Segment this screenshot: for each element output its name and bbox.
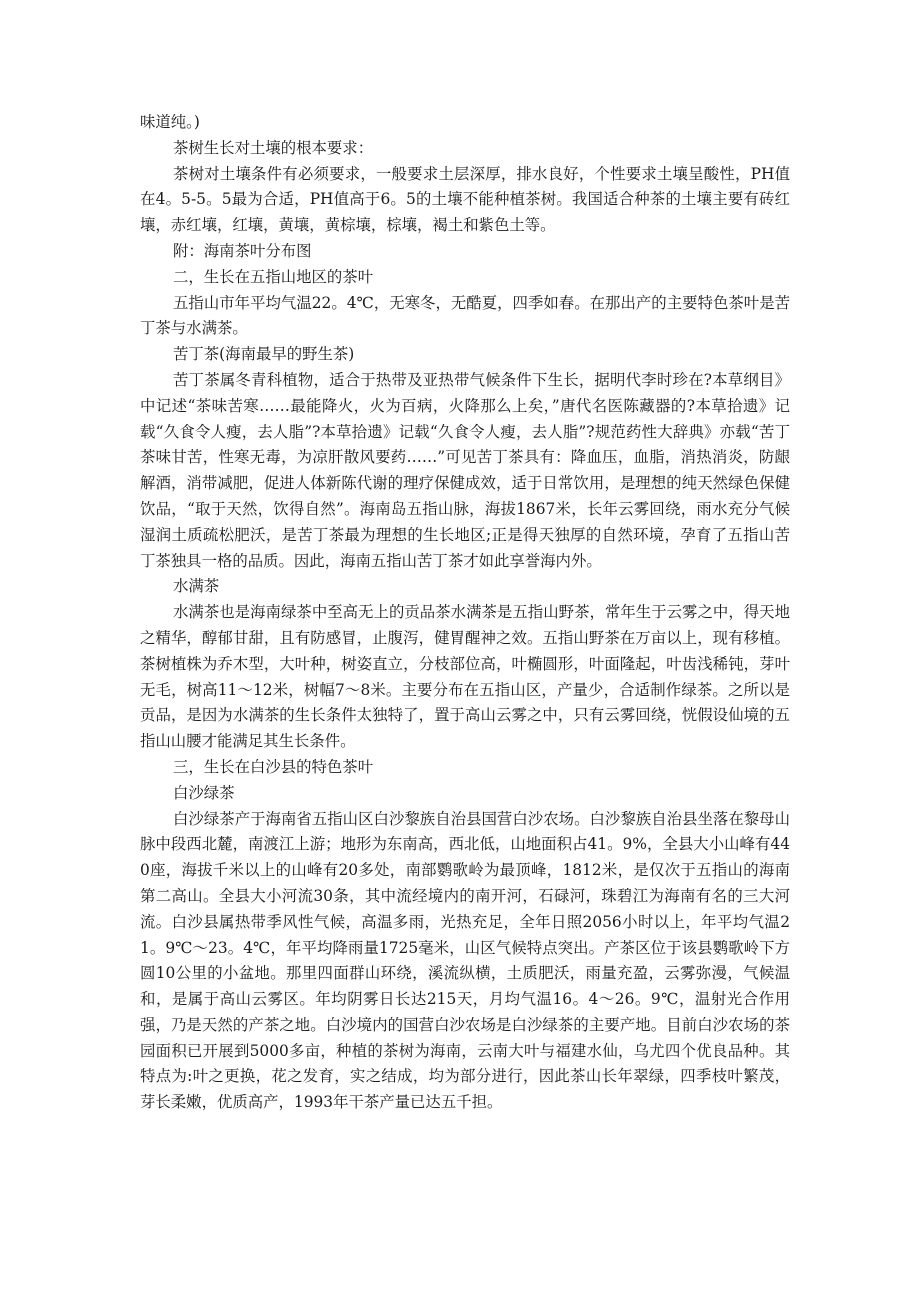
subheading-shuiman-tea: 水满茶 bbox=[173, 577, 220, 596]
subheading-baisha-green-tea: 白沙绿茶 bbox=[173, 783, 235, 802]
paragraph-baisha-green-tea: 白沙绿茶产于海南省五指山区白沙黎族自治县国营白沙农场。白沙黎族自治县坐落在黎母山脉中段西北麓，南渡江上游；地形为东南高，西北低，山地面积占41。9%，全县大小山峰有440座，海拔千米以上的山峰有20多处，南部鹦歌岭为最顶峰，1812米，是仅次于五指山的海南第二高山。全县大小河流30条，其中流经境内的南开河，石碌河，珠碧江为海南有名的三大河流。白沙县属热带季风性气候，高温多雨，光热充足，全年日照2056小时以上，年平均气温21。9℃～23。4℃，年平均降雨量1725毫米，山区气候特点突出。产茶区位于该县鹦歌岭下方圆10公里的小盆地。那里四面群山环绕，溪流纵横，土质肥沃，雨量充盈，云雾弥漫，气候温和，是属于高山云雾区。年均阴雾日长达215天，月均气温16。4～26。9℃，温射光合作用强，乃是天然的产茶之地。白沙境内的国营白沙农场是白沙绿茶的主要产地。目前白沙农场的茶园面积已开展到5000多亩，种植的茶树为海南，云南大叶与福建水仙，乌尤四个优良品种。其特点为:叶之更换，花之发育，实之结成，均为部分进行，因此茶山长年翠绿，四季枝叶繁茂，芽长柔嫩，优质高产，1993年干茶产量已达五千担。 bbox=[140, 809, 790, 1112]
paragraph-kuding-tea: 苦丁茶属冬青科植物，适合于热带及亚热带气候条件下生长，据明代李时珍在?本草纲目》中记述“茶味苦寒……最能降火，火为百病，火降那么上矣，”唐代名医陈藏器的?本草拾遗》记载“久食令人瘦，去人脂”?本草拾遗》记载“久食令人瘦，去人脂”?规范药性大辞典》亦载“苦丁茶味甘苦，性寒无毒，为凉肝散风要药……”可见苦丁茶具有：降血压，血脂，消热消炎，防龈解酒，消带减肥，促进人体新陈代谢的理疗保健成效，适于日常饮用，是理想的纯天然绿色保健饮品，“取于天然，饮得自然”。海南岛五指山脉，海拔1867米，长年云雾回绕，雨水充分气候湿润土质疏松肥沃，是苦丁茶最为理想的生长地区;正是得天独厚的自然环境，孕育了五指山苦丁茶独具一格的品质。因此，海南五指山苦丁茶才如此享誉海内外。 bbox=[140, 370, 790, 570]
paragraph-soil-heading: 茶树生长对土壤的根本要求： bbox=[173, 138, 374, 157]
section-heading-baisha: 三，生长在白沙县的特色茶叶 bbox=[173, 757, 374, 776]
paragraph-soil-requirements: 茶树对土壤条件有必须要求，一般要求土层深厚，排水良好，个性要求土壤呈酸性，PH值在4。5-5。5最为合适，PH值高于6。5的土壤不能种植茶树。我国适合种茶的土壤主要有砖红壤，赤红壤，红壤，黄壤，黄棕壤，棕壤，褐土和紫色土等。 bbox=[140, 164, 790, 235]
paragraph-fragment: 味道纯。) bbox=[140, 113, 200, 131]
paragraph-map-note: 附：海南茶叶分布图 bbox=[173, 241, 312, 260]
subheading-kuding-tea: 苦丁茶(海南最早的野生茶) bbox=[173, 345, 355, 364]
paragraph-shuiman-tea: 水满茶也是海南绿茶中至高无上的贡品茶水满茶是五指山野茶，常年生于云雾之中，得天地之精华，醇郁甘甜，且有防感冒，止腹泻，健胃醒神之效。五指山野茶在万亩以上，现有移植。茶树植株为乔木型，大叶种，树姿直立，分枝部位高，叶椭圆形，叶面隆起，叶齿浅稀钝，芽叶无毛，树高11～12米，树幅7～8米。主要分布在五指山区，产量少，合适制作绿茶。之所以是贡品，是因为水满茶的生长条件太独特了，置于高山云雾之中，只有云雾回绕，恍假设仙境的五指山山腰才能满足其生长条件。 bbox=[140, 603, 790, 751]
section-heading-wuzhishan: 二，生长在五指山地区的茶叶 bbox=[173, 267, 374, 286]
document-page bbox=[140, 110, 790, 1116]
paragraph-wuzhishan-climate: 五指山市年平均气温22。4℃，无寒冬，无酷夏，四季如春。在那出产的主要特色茶叶是苦丁茶与水满茶。 bbox=[140, 293, 790, 338]
